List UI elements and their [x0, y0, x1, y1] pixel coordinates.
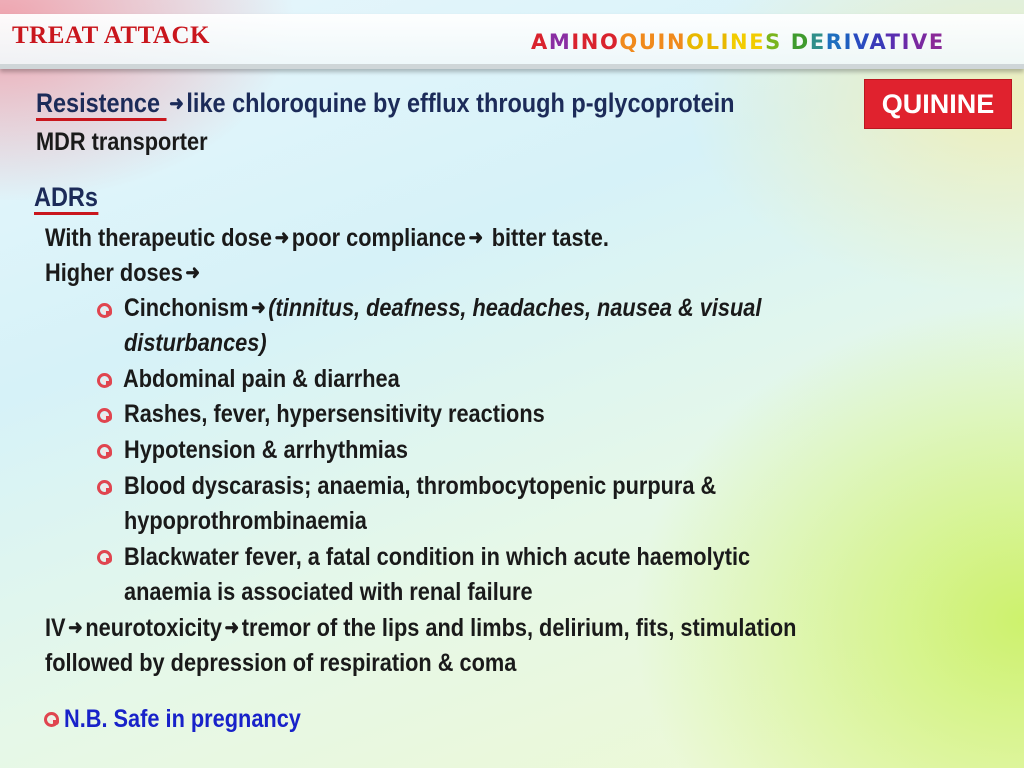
- subtitle-letter: Q: [619, 30, 639, 54]
- subtitle-letter: A: [531, 30, 549, 54]
- subtitle-letter: I: [901, 30, 912, 54]
- right-arrow-icon: ➜: [68, 617, 83, 639]
- subtitle-letter: L: [705, 30, 721, 54]
- higher-doses-line: [45, 259, 203, 288]
- higher-doses-text: Higher doses: [45, 259, 183, 287]
- subtitle-letter: S: [765, 30, 782, 54]
- poor-compliance-text: poor compliance: [291, 224, 466, 252]
- therapeutic-dose-text: With therapeutic dose: [45, 224, 273, 252]
- resistance-text: like chloroquine by efflux through p-glycoprotein: [186, 88, 735, 118]
- blood-line-2: hypoprothrombinaemia: [124, 507, 367, 535]
- subtitle-letter: I: [571, 30, 581, 54]
- iv-line-2: followed by depression of respiration & coma: [45, 649, 517, 677]
- swirl-bullet-icon: [97, 373, 112, 388]
- cinchonism-detail-2: disturbances): [124, 329, 267, 357]
- resistance-text-2: MDR transporter: [36, 128, 208, 156]
- swirl-bullet-icon: [97, 444, 112, 459]
- slide-subtitle: [531, 30, 945, 54]
- swirl-bullet-icon: [97, 480, 112, 495]
- drug-badge: QUININE: [864, 79, 1012, 129]
- therapeutic-dose-line: [45, 224, 609, 253]
- adrs-heading: [34, 182, 98, 213]
- cinchonism-detail: (tinnitus, deafness, headaches, nausea & visual: [268, 294, 762, 322]
- adr-item: Abdominal pain & diarrhea: [123, 365, 400, 393]
- iv-line: [45, 614, 796, 643]
- subtitle-letter: D: [790, 30, 810, 54]
- resistance-heading: Resistence: [36, 88, 167, 121]
- cinchonism-line: [124, 294, 761, 323]
- neurotoxicity-text: neurotoxicity: [85, 614, 222, 642]
- swirl-bullet-icon: [97, 303, 112, 318]
- subtitle-letter: T: [885, 30, 902, 54]
- swirl-bullet-icon: [97, 408, 112, 423]
- swirl-bullet-icon: [97, 550, 112, 565]
- subtitle-letter: O: [686, 30, 706, 54]
- adr-item: Hypotension & arrhythmias: [124, 436, 409, 464]
- cinchonism-label: Cinchonism: [124, 294, 249, 322]
- swirl-bullet-icon: [44, 712, 59, 727]
- subtitle-letter: N: [666, 30, 687, 54]
- bitter-taste-text: bitter taste.: [485, 224, 609, 252]
- right-arrow-icon: ➜: [224, 617, 240, 639]
- subtitle-letter: I: [843, 30, 853, 54]
- tremor-text: tremor of the lips and limbs, delirium, fits, stimulation: [241, 614, 797, 642]
- subtitle-letter: I: [657, 30, 667, 54]
- subtitle-letter: V: [853, 30, 870, 54]
- slide-title: TREAT ATTACK: [12, 22, 210, 49]
- adrs-heading-text: ADRs: [34, 182, 98, 215]
- right-arrow-icon: ➜: [251, 297, 266, 319]
- right-arrow-icon: ➜: [185, 262, 200, 284]
- subtitle-letter: E: [809, 30, 826, 54]
- iv-text: IV: [45, 614, 66, 642]
- subtitle-letter: E: [749, 30, 766, 54]
- blackwater-line: Blackwater fever, a fatal condition in which acute haemolytic: [124, 543, 751, 571]
- subtitle-letter: I: [720, 30, 730, 54]
- subtitle-letter: V: [911, 30, 929, 54]
- nb-note: N.B. Safe in pregnancy: [64, 705, 301, 733]
- right-arrow-icon: ➜: [468, 227, 484, 249]
- subtitle-letter: N: [580, 30, 600, 54]
- subtitle-letter: N: [730, 30, 750, 54]
- subtitle-letter: R: [825, 30, 844, 54]
- adr-item: Rashes, fever, hypersensitivity reactions: [124, 400, 545, 428]
- blood-line: Blood dyscarasis; anaemia, thrombocytopenic purpura &: [124, 472, 717, 500]
- subtitle-letter: O: [599, 30, 620, 54]
- blackwater-line-2: anaemia is associated with renal failure: [124, 578, 533, 606]
- right-arrow-icon: ➜: [169, 93, 184, 115]
- subtitle-letter: U: [638, 30, 658, 54]
- resistance-line: [36, 88, 735, 119]
- subtitle-letter: A: [869, 30, 886, 54]
- subtitle-letter: [782, 30, 791, 54]
- right-arrow-icon: ➜: [274, 227, 290, 249]
- subtitle-letter: E: [928, 30, 945, 54]
- subtitle-letter: M: [548, 30, 572, 54]
